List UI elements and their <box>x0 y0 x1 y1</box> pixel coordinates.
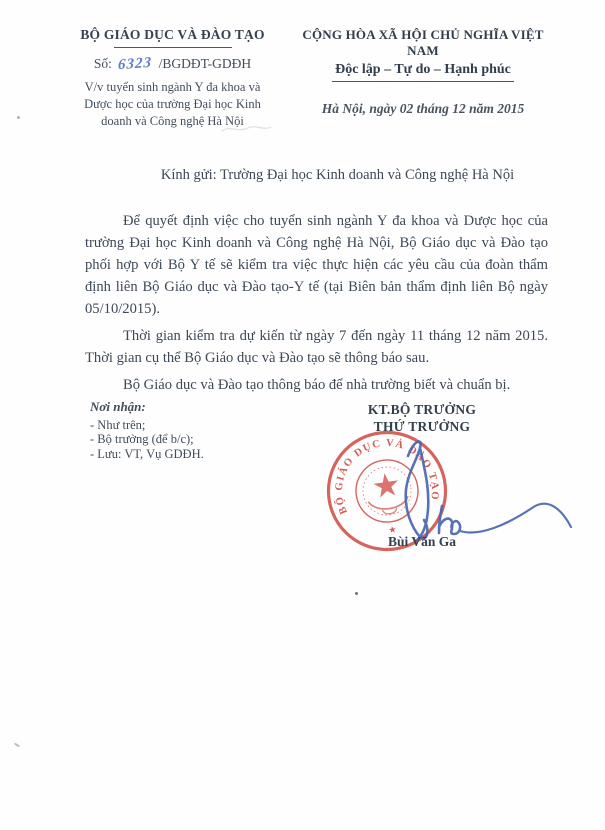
salutation-line: Kính gửi: Trường Đại học Kinh doanh và Công nghệ Hà Nội <box>160 167 515 183</box>
body-paragraph-1: Để quyết định việc cho tuyển sinh ngành Y đa khoa và Dược học của trường Đại học Kinh doanh và Công nghệ Hà Nội, Bộ Giáo dục và Đào tạo phối hợp với Bộ Y tế sẽ kiểm tra việc thực hiện các yêu cầu của đoàn thẩm định liên Bộ Giáo dục và Đào tạo-Y tế (tại Biên bản thẩm định liên Bộ ngày 05/10/2015). <box>85 213 548 317</box>
national-name: CỘNG HÒA XÃ HỘI CHỦ NGHĨA VIỆT NAM <box>302 27 544 58</box>
subject-line-2: Dược học của trường Đại học Kinh <box>84 97 261 111</box>
document-number-prefix: Số: <box>93 56 112 71</box>
recipients-block <box>90 400 204 461</box>
recipient-item-1: - Như trên; <box>90 417 146 432</box>
place-date-line: Hà Nội, ngày 02 tháng 12 năm 2015 <box>321 101 525 116</box>
signer-name: Bùi Văn Ga <box>387 534 457 549</box>
header-left-rule <box>114 47 232 48</box>
issuing-org-name: BỘ GIÁO DỤC VÀ ĐÀO TẠO <box>80 27 265 42</box>
signer-authority-line-1: KT.BỘ TRƯỞNG <box>367 402 477 417</box>
handwritten-document-number: 6323 <box>118 54 153 74</box>
recipient-item-3: - Lưu: VT, Vụ GDĐH. <box>90 446 204 461</box>
pencil-scribble-artifact <box>220 122 274 136</box>
scan-speck <box>355 592 358 595</box>
letter-body <box>85 210 548 396</box>
scan-speck <box>14 743 20 748</box>
subject-line-3: doanh và Công nghệ Hà Nội <box>101 114 244 128</box>
stamp-curved-text: BỘ GIÁO DỤC VÀ ĐÀO TẠO <box>333 437 441 516</box>
signer-authority-line-2: THỨ TRƯỞNG <box>373 419 471 434</box>
body-paragraph-3: Bộ Giáo dục và Đào tạo thông báo để nhà trường biết và chuẩn bị. <box>123 377 511 393</box>
subject-line-1: V/v tuyển sinh ngành Y đa khoa và <box>84 80 261 94</box>
stamp-star-separator: ★ <box>387 524 398 536</box>
body-paragraph-2: Thời gian kiểm tra dự kiến từ ngày 7 đến ngày 11 tháng 12 năm 2015. Thời gian cụ thể Bộ Giáo dục và Đào tạo sẽ thông báo sau. <box>85 328 548 366</box>
document-number-suffix: /BGDĐT-GDĐH <box>158 56 252 71</box>
national-motto: Độc lập – Tự do – Hạnh phúc <box>335 62 511 77</box>
header-right-block <box>291 27 555 117</box>
header-right-rule <box>332 81 514 82</box>
recipients-title: Nơi nhận: <box>90 399 146 414</box>
scan-speck <box>17 116 20 119</box>
recipient-item-2: - Bộ trưởng (để b/c); <box>90 432 194 446</box>
header-left-block <box>55 27 290 130</box>
document-number-line <box>55 56 290 73</box>
